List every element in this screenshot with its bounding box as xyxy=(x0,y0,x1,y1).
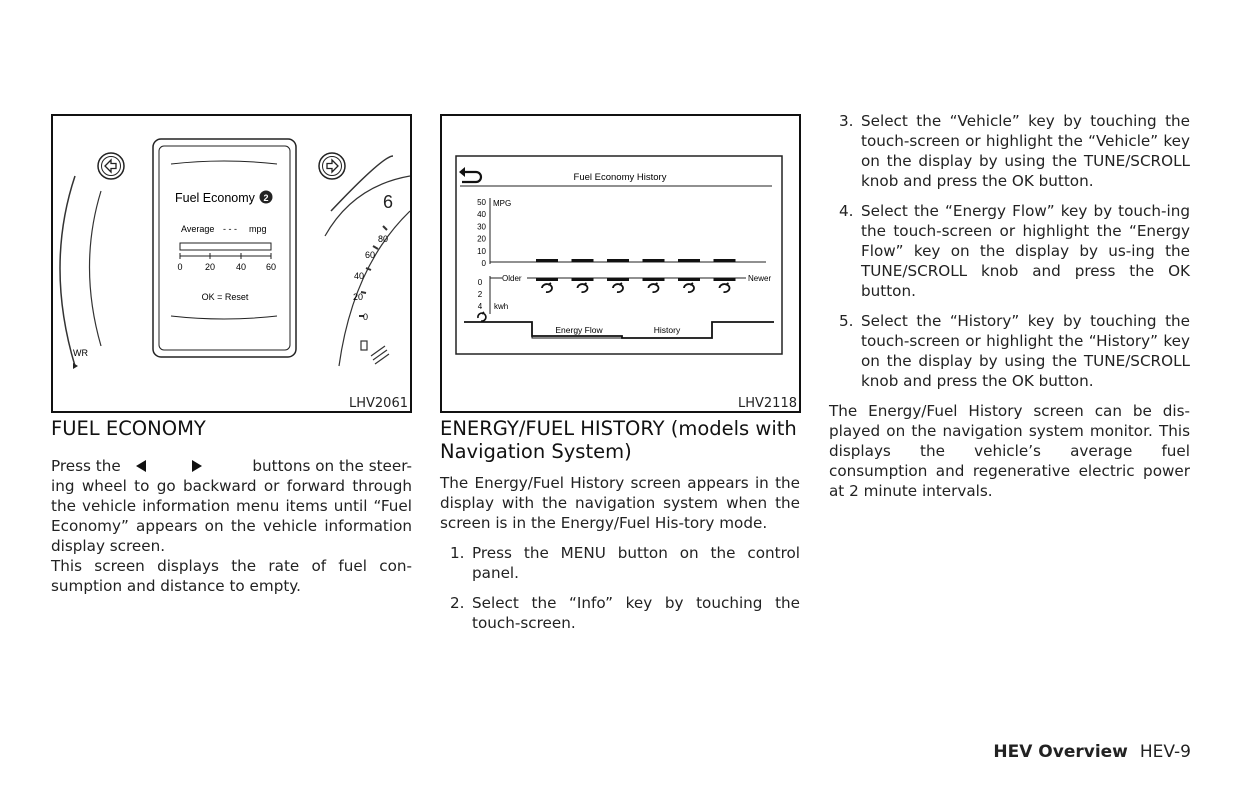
kwh-bar xyxy=(607,278,629,281)
mpg-bar xyxy=(678,259,700,262)
footer-section: HEV Overview xyxy=(993,742,1128,762)
scale-tick: 20 xyxy=(204,262,216,272)
press-the-text: Press the xyxy=(51,457,121,475)
mpg-tick: 40 xyxy=(477,210,486,220)
fuel-economy-illustration xyxy=(53,116,410,411)
mpg-tick: 20 xyxy=(477,234,486,244)
scale-tick: 40 xyxy=(235,262,247,272)
newer-label: Newer xyxy=(748,274,772,283)
mpg-label: MPG xyxy=(493,199,512,208)
right-column xyxy=(829,111,1190,501)
arrow-right-small-icon xyxy=(73,363,78,369)
intro-paragraph: The Energy/Fuel History screen appears in the display with the navigation system when the screen is in the Energy/Fuel His-tory mode. xyxy=(440,474,800,532)
list-item: 1. Press the MENU button on the control panel. xyxy=(450,544,800,582)
scale-tick: 60 xyxy=(265,262,277,272)
section-heading: FUEL ECONOMY xyxy=(51,417,206,440)
back-button-icon xyxy=(98,153,124,179)
mpg-bar xyxy=(714,259,736,262)
forward-button-icon xyxy=(319,153,345,179)
tab-energy-flow: Energy Flow xyxy=(555,325,603,335)
figure-code: LHV2118 xyxy=(738,396,797,411)
reset-label: OK = Reset xyxy=(201,292,249,302)
kwh-tick: 4 xyxy=(477,302,483,311)
kwh-tick: 0 xyxy=(477,278,483,287)
fuel-economy-figure xyxy=(51,114,412,413)
paragraph-line-1: buttons on the steer- xyxy=(252,457,412,475)
display-badge: 2 xyxy=(263,193,269,203)
mpg-bar xyxy=(607,259,629,262)
unit-label: mpg xyxy=(249,224,267,234)
kwh-tick: 2 xyxy=(477,290,483,299)
gauge-number: 0 xyxy=(363,312,369,322)
paragraph: This screen displays the rate of fuel con-sumption and distance to empty. xyxy=(51,557,412,595)
kwh-bar xyxy=(643,278,665,281)
middle-column xyxy=(440,417,800,643)
gauge-number: 40 xyxy=(354,271,365,281)
average-label: Average xyxy=(181,224,215,234)
energy-history-figure xyxy=(440,114,801,413)
mpg-tick: 50 xyxy=(477,198,486,207)
list-item: 5. Select the “History” key by touching the touch-screen or highlight the “History” key on the display by using the TUNE/SCROLL knob and press the OK button. xyxy=(839,312,1190,390)
kwh-bar xyxy=(536,278,558,281)
list-item: 2. Select the “Info” key by touching the touch-screen. xyxy=(450,594,800,632)
list-item: 3. Select the “Vehicle” key by touching the touch-screen or highlight the “Vehicle” key on the display by using the TUNE/SCROLL knob and press the OK button. xyxy=(839,112,1190,190)
page-footer xyxy=(993,742,1191,762)
mpg-tick: 30 xyxy=(477,222,486,232)
gauge-number: 80 xyxy=(378,234,389,244)
list-item: 4. Select the “Energy Flow” key by touch-ing the touch-screen or highlight the “Energy Flow” key on the display by us-ing the TUNE/SCROLL knob and press the OK button. xyxy=(839,202,1190,300)
display-title: Fuel Economy xyxy=(175,191,255,205)
average-value: - - - xyxy=(223,224,237,234)
gauge-marker-icon xyxy=(371,346,389,364)
figure-code: LHV2061 xyxy=(349,396,408,411)
older-label: Older xyxy=(502,274,522,283)
left-column xyxy=(51,417,412,596)
steps-list xyxy=(829,111,1190,391)
steps-list xyxy=(440,543,800,633)
mpg-bar xyxy=(572,259,594,262)
fuel-pump-icon xyxy=(361,341,367,350)
screen-title: Fuel Economy History xyxy=(573,172,667,183)
mpg-tick: 0 xyxy=(481,259,486,268)
tab-history: History xyxy=(653,325,681,335)
paragraph xyxy=(51,456,412,556)
display-outer-frame xyxy=(153,139,296,357)
mpg-tick: 10 xyxy=(477,246,486,256)
kwh-label: kwh xyxy=(494,302,509,311)
gauge-number: 60 xyxy=(365,250,376,260)
wr-label: WR xyxy=(73,348,88,358)
scale-tick: 0 xyxy=(177,262,183,272)
left-arrow-icon xyxy=(135,460,147,472)
kwh-bar xyxy=(678,278,700,281)
energy-history-illustration xyxy=(442,116,799,411)
paragraph-body: ing wheel to go backward or forward through the vehicle information menu items until “Fuel Economy” appears on the vehicle information display screen. xyxy=(51,477,412,555)
page-number: HEV-9 xyxy=(1139,742,1191,762)
gauge-number: 20 xyxy=(353,292,364,302)
kwh-bar xyxy=(714,278,736,281)
mpg-bar xyxy=(643,259,665,262)
svg-text:6: 6 xyxy=(383,192,394,212)
kwh-bar xyxy=(572,278,594,281)
section-heading: ENERGY/FUEL HISTORY (models with Navigation System) xyxy=(440,417,797,463)
closing-paragraph: The Energy/Fuel History screen can be dis-played on the navigation system monitor. This displays the vehicle’s average fuel consumption and regenerative electric power at 2 minute intervals. xyxy=(829,402,1190,500)
right-arrow-icon xyxy=(191,460,203,472)
mpg-bar xyxy=(536,259,558,262)
